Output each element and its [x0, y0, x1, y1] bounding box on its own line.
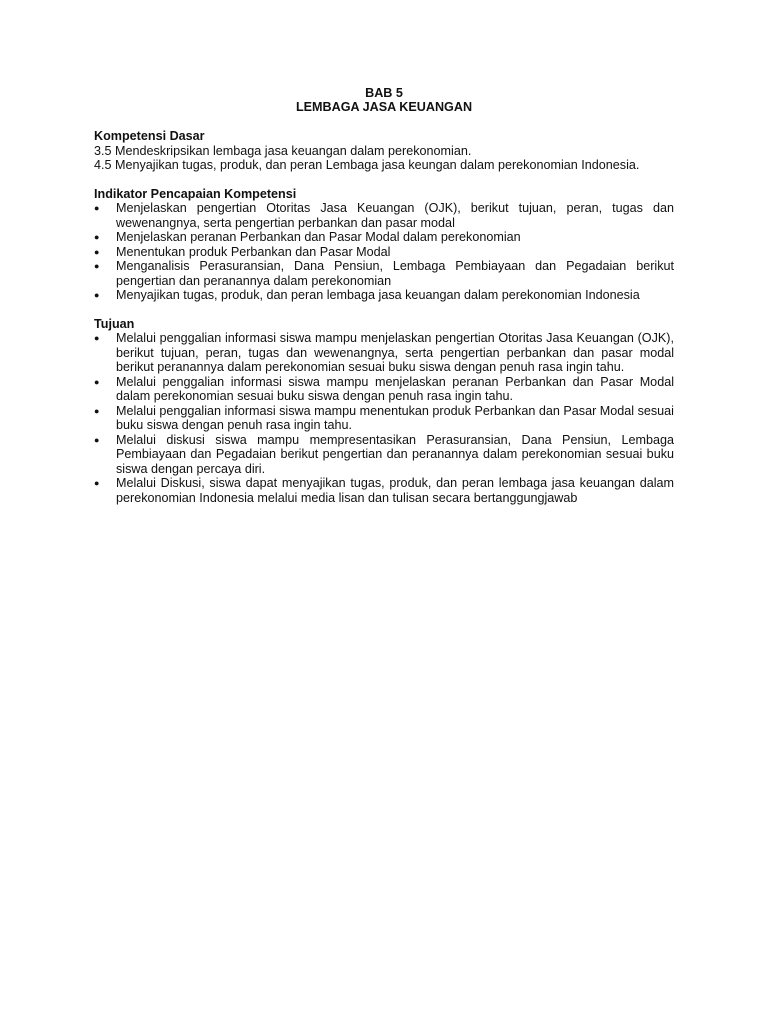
list-item — [94, 331, 674, 375]
kd-text: Menyajikan tugas, produk, dan peran Lembaga jasa keungan dalam perekonomian Indonesia. — [115, 158, 640, 172]
kd-number: 4.5 — [94, 158, 112, 172]
list-item — [94, 433, 674, 477]
list-item — [94, 476, 674, 505]
indikator-list — [94, 201, 674, 303]
tujuan-heading: Tujuan — [94, 316, 135, 331]
list-item-text: Menjelaskan pengertian Otoritas Jasa Keuangan (OJK), berikut tujuan, peran, tugas dan wewenangnya, serta pengertian perbankan dan pasar modal — [116, 201, 674, 230]
bullet-icon: ● — [94, 203, 100, 213]
list-item-text: Melalui Diskusi, siswa dapat menyajikan tugas, produk, dan peran lembaga jasa keuangan dalam perekonomian Indonesia melalui media lisan dan tulisan secara bertanggungjawab — [116, 476, 674, 505]
list-item-text: Menganalisis Perasuransian, Dana Pensiun, Lembaga Pembiayaan dan Pegadaian berikut pengertian dan peranannya dalam perekonomian — [116, 259, 674, 288]
chapter-title: LEMBAGA JASA KEUANGAN — [295, 100, 473, 114]
list-item — [94, 245, 674, 260]
chapter-number: BAB 5 — [365, 86, 403, 100]
list-item-text: Menyajikan tugas, produk, dan peran lembaga jasa keuangan dalam perekonomian Indonesia — [116, 288, 640, 302]
bullet-icon: ● — [94, 261, 100, 271]
list-item — [94, 288, 674, 303]
kd-text: Mendeskripsikan lembaga jasa keuangan dalam perekonomian. — [115, 143, 472, 158]
bullet-icon: ● — [94, 434, 100, 445]
bullet-icon: ● — [94, 478, 100, 488]
document-page — [94, 86, 674, 505]
list-item — [94, 259, 674, 288]
indikator-heading: Indikator Pencapaian Kompetensi — [94, 186, 297, 201]
list-item — [94, 404, 674, 433]
tujuan-list — [94, 331, 674, 505]
list-item — [94, 230, 674, 245]
kompetensi-dasar-heading: Kompetensi Dasar — [94, 129, 205, 143]
list-item-text: Menjelaskan peranan Perbankan dan Pasar Modal dalam perekonomian — [116, 230, 521, 244]
list-item-text: Melalui penggalian informasi siswa mampu menjelaskan pengertian Otoritas Jasa Keuangan (OJK), berikut tujuan, peran, tugas dan wewenangnya, serta pengertian perbankan dan pasar modal berikut peranannya dalam perekonomian sesuai buku siswa dengan penuh rasa ingin tahu. — [116, 331, 674, 374]
bullet-icon: ● — [94, 376, 100, 387]
list-item — [94, 375, 674, 404]
list-item-text: Melalui penggalian informasi siswa mampu menjelaskan peranan Perbankan dan Pasar Modal dalam perekonomian sesuai buku siswa dengan penuh rasa ingin tahu. — [116, 374, 674, 403]
list-item-text: Menentukan produk Perbankan dan Pasar Modal — [116, 244, 391, 259]
list-item-text: Melalui penggalian informasi siswa mampu menentukan produk Perbankan dan Pasar Modal sesuai buku siswa dengan penuh rasa ingin tahu. — [116, 403, 674, 432]
bullet-icon: ● — [94, 333, 100, 343]
bullet-icon: ● — [94, 232, 100, 242]
list-item-text: Melalui diskusi siswa mampu mempresentasikan Perasuransian, Dana Pensiun, Lembaga Pembiayaan dan Pegadaian berikut pengertian dan peranannya dalam perekonomian sesuai buku siswa dengan percaya diri. — [116, 432, 674, 476]
list-item — [94, 201, 674, 230]
kompetensi-dasar-list — [94, 144, 674, 173]
bullet-icon: ● — [94, 290, 100, 300]
kd-number: 3.5 — [94, 143, 112, 158]
bullet-icon: ● — [94, 405, 100, 416]
bullet-icon: ● — [94, 246, 100, 257]
kd-item — [94, 158, 674, 173]
kd-item — [94, 144, 674, 159]
